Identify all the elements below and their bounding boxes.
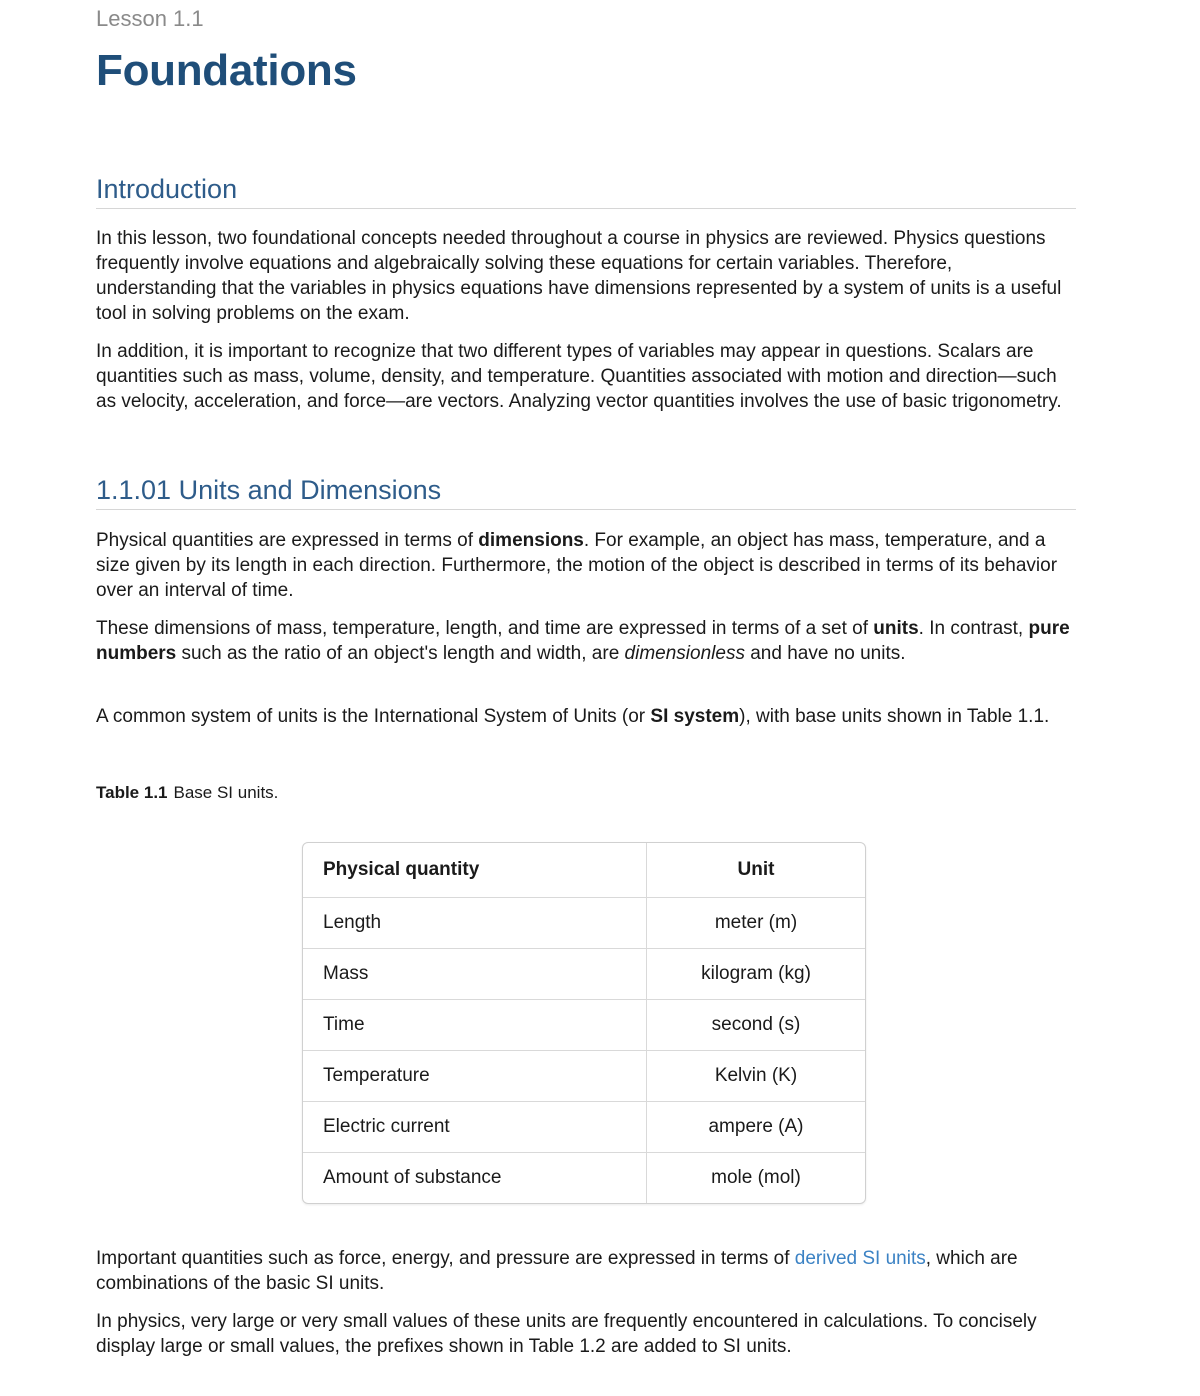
unit-cell: meter (m) xyxy=(647,898,866,949)
unit-cell: Kelvin (K) xyxy=(647,1051,866,1102)
text-run: and have no units. xyxy=(744,643,906,664)
quantity-cell: Length xyxy=(303,898,647,949)
term-pure-numbers: pure numbers xyxy=(96,618,1070,664)
quantity-cell: Electric current xyxy=(303,1102,647,1153)
table-row xyxy=(303,1051,865,1102)
quantity-cell: Mass xyxy=(303,949,647,1000)
table-row xyxy=(303,1102,865,1153)
table-row xyxy=(303,1153,865,1204)
text-run: Physical quantities are expressed in terms of xyxy=(96,530,479,551)
column-header-unit: Unit xyxy=(647,843,866,898)
units-dimensions-heading: 1.1.01 Units and Dimensions xyxy=(96,475,1076,510)
term-units: units xyxy=(873,618,919,639)
table-header-row xyxy=(303,843,865,898)
term-si-system: SI system xyxy=(650,706,740,727)
text-run: , which are combinations of the basic SI units. xyxy=(96,1248,1018,1294)
table-row xyxy=(303,898,865,949)
units-paragraph-1 xyxy=(96,528,1071,603)
quantity-cell: Time xyxy=(303,1000,647,1051)
text-run: A common system of units is the International System of Units (or xyxy=(96,706,651,727)
column-header-quantity: Physical quantity xyxy=(303,843,647,898)
table-row xyxy=(303,1000,865,1051)
table-caption-label: Table 1.1 xyxy=(96,783,168,802)
si-units-table xyxy=(302,842,866,1204)
units-paragraph-4 xyxy=(96,1246,1071,1296)
term-dimensionless: dimensionless xyxy=(624,643,745,664)
table-caption xyxy=(96,783,278,803)
unit-cell: second (s) xyxy=(647,1000,866,1051)
units-paragraph-3 xyxy=(96,704,1071,729)
text-run: . In contrast, xyxy=(918,618,1029,639)
text-run: These dimensions of mass, temperature, length, and time are expressed in terms of a set of xyxy=(96,618,874,639)
intro-paragraph-1: In this lesson, two foundational concepts needed throughout a course in physics are reviewed. Physics questions frequently involve equations and algebraically solving these equations for certain variables. Therefore, understanding that the variables in physics equations have dimensions represented by a system of units is a useful tool in solving problems on the exam. xyxy=(96,228,1062,324)
text-run: Important quantities such as force, energy, and pressure are expressed in terms of xyxy=(96,1248,795,1269)
table-caption-text: Base SI units. xyxy=(173,783,279,802)
quantity-cell: Temperature xyxy=(303,1051,647,1102)
unit-cell: ampere (A) xyxy=(647,1102,866,1153)
units-paragraph-2 xyxy=(96,616,1071,666)
quantity-cell: Amount of substance xyxy=(303,1153,647,1204)
term-dimensions: dimensions xyxy=(478,530,584,551)
page-title: Foundations xyxy=(96,46,357,95)
unit-cell: kilogram (kg) xyxy=(647,949,866,1000)
derived-si-units-link[interactable]: derived SI units xyxy=(794,1248,926,1269)
lesson-label: Lesson 1.1 xyxy=(96,6,204,31)
units-paragraph-5: In physics, very large or very small values of these units are frequently encountered in calculations. To concisely display large or small values, the prefixes shown in Table 1.2 are added to SI units. xyxy=(96,1311,1037,1357)
text-run: ), with base units shown in Table 1.1. xyxy=(739,706,1050,727)
intro-paragraph-2: In addition, it is important to recognize that two different types of variables may appear in questions. Scalars are quantities such as mass, volume, density, and temperature. Quantities associated with motion and direction—such as velocity, acceleration, and force—are vectors. Analyzing vector quantities involves the use of basic trigonometry. xyxy=(96,341,1062,412)
unit-cell: mole (mol) xyxy=(711,1167,801,1188)
introduction-heading: Introduction xyxy=(96,174,1076,209)
text-run: such as the ratio of an object's length and width, are xyxy=(176,643,625,664)
text-run: . For example, an object has mass, temperature, and a size given by its length in each direction. Furthermore, the motion of the object is described in terms of its behavior over an interval of time. xyxy=(96,530,1058,601)
table-row xyxy=(303,949,865,1000)
